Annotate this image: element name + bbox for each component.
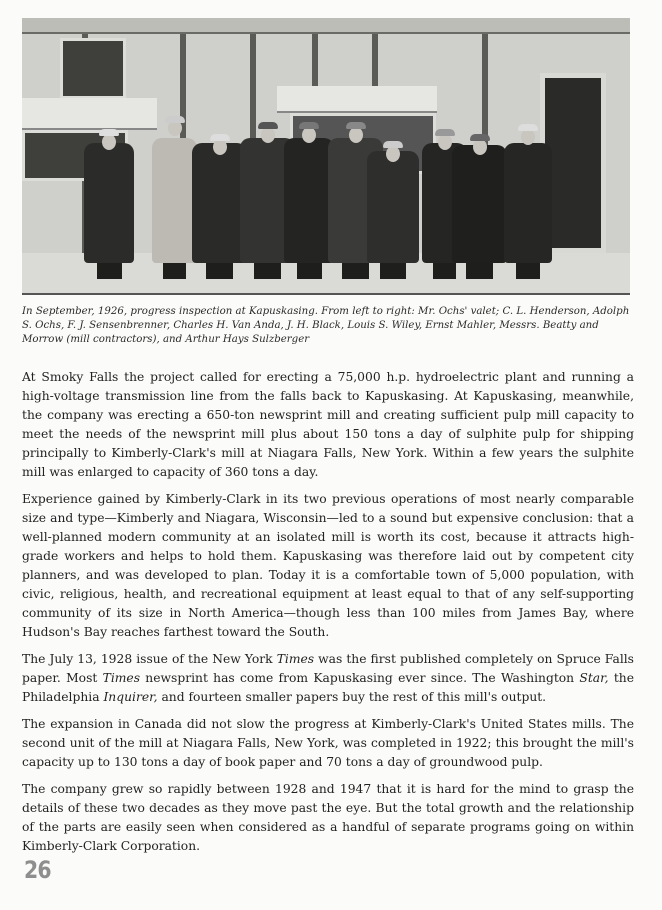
- body-text: [22, 368, 634, 864]
- text-segment: The July 13, 1928 issue of the New York: [22, 652, 277, 666]
- person: [84, 124, 134, 279]
- person: [192, 129, 247, 279]
- body-paragraph: [22, 490, 634, 642]
- italic-title: Star,: [579, 671, 609, 685]
- text-segment: was the first published completely on Spruce Falls paper. Most: [22, 652, 634, 685]
- text-segment: The company grew so rapidly between 1928 and 1947 that it is hard for the mind to grasp the details of these two decades as they move past the eye. But the total growth and the relationship of the parts are easily seen when considered as a handful of separate programs going on within Kimberly-Clark Corporation.: [22, 782, 634, 853]
- body-paragraph: [22, 715, 634, 772]
- text-segment: The expansion in Canada did not slow the progress at Kimberly-Clark's United States mills. The second unit of the mill at Niagara Falls, New York, was completed in 1922; this brought the mill's capacity up to 130 tons a day of book paper and 70 tons a day of groundwood pulp.: [22, 717, 634, 769]
- person: [504, 121, 552, 279]
- text-segment: At Smoky Falls the project called for erecting a 75,000 h.p. hydroelectric plant and running a high-voltage transmission line from the falls back to Kapuskasing. At Kapuskasing, meanwhile, the company was erecting a 650-ton newsprint mill and creating sufficient pulp mill capacity to meet the needs of the newsprint mill plus about 150 tons a day of sulphite pulp for shipping principally to Kimberly-Clark's mill at Niagara Falls, New York. Within a few years the sulphite mill was enlarged to capacity of 360 tons a day.: [22, 370, 634, 479]
- historical-photo: [22, 18, 630, 295]
- text-segment: newsprint has come from Kapuskasing ever since. The Washington: [140, 671, 580, 685]
- text-segment: the Philadelphia: [22, 671, 634, 704]
- upper-window: [60, 38, 126, 99]
- italic-title: Inquirer,: [103, 690, 158, 704]
- italic-title: Times: [102, 671, 141, 685]
- center-awning: [277, 86, 437, 113]
- text-segment: and fourteen smaller papers buy the rest of this mill's output.: [157, 690, 547, 704]
- person: [284, 119, 334, 279]
- body-paragraph: [22, 650, 634, 707]
- body-paragraph: [22, 780, 634, 856]
- text-segment: Experience gained by Kimberly-Clark in its two previous operations of most nearly comparable size and type—Kimberly and Niagara, Wisconsin—led to a sound but expensive conclusion: that a well-planned modern community at an isolated mill is worth its cost, because it attracts high-grade workers and helps to hold them. Kapuskasing was therefore laid out by competent city planners, and was developed to plan. Today it is a comfortable town of 5,000 population, with civic, religious, health, and recreational equipment at least equal to that of any self-supporting community of its size in North America—though less than 100 miles from James Bay, where Hudson's Bay reaches farthest toward the South.: [22, 492, 634, 639]
- person: [152, 114, 197, 279]
- body-paragraph: [22, 368, 634, 482]
- person: [367, 134, 419, 279]
- photo-caption: In September, 1926, progress inspection at Kapuskasing. From left to right: Mr. Ochs' valet; C. L. Henderson, Adolph S. Ochs, F. J. Sensenbrenner, Charles H. Van Anda, J. H. Black, Louis S. Wiley, Ernst Mahler, Messrs. Beatty and Morrow (mill contractors), and Arthur Hays Sulzberger: [22, 306, 630, 345]
- italic-title: Times: [276, 652, 315, 666]
- page-number: 26: [24, 856, 51, 884]
- building-roof: [22, 18, 630, 34]
- person: [452, 129, 507, 279]
